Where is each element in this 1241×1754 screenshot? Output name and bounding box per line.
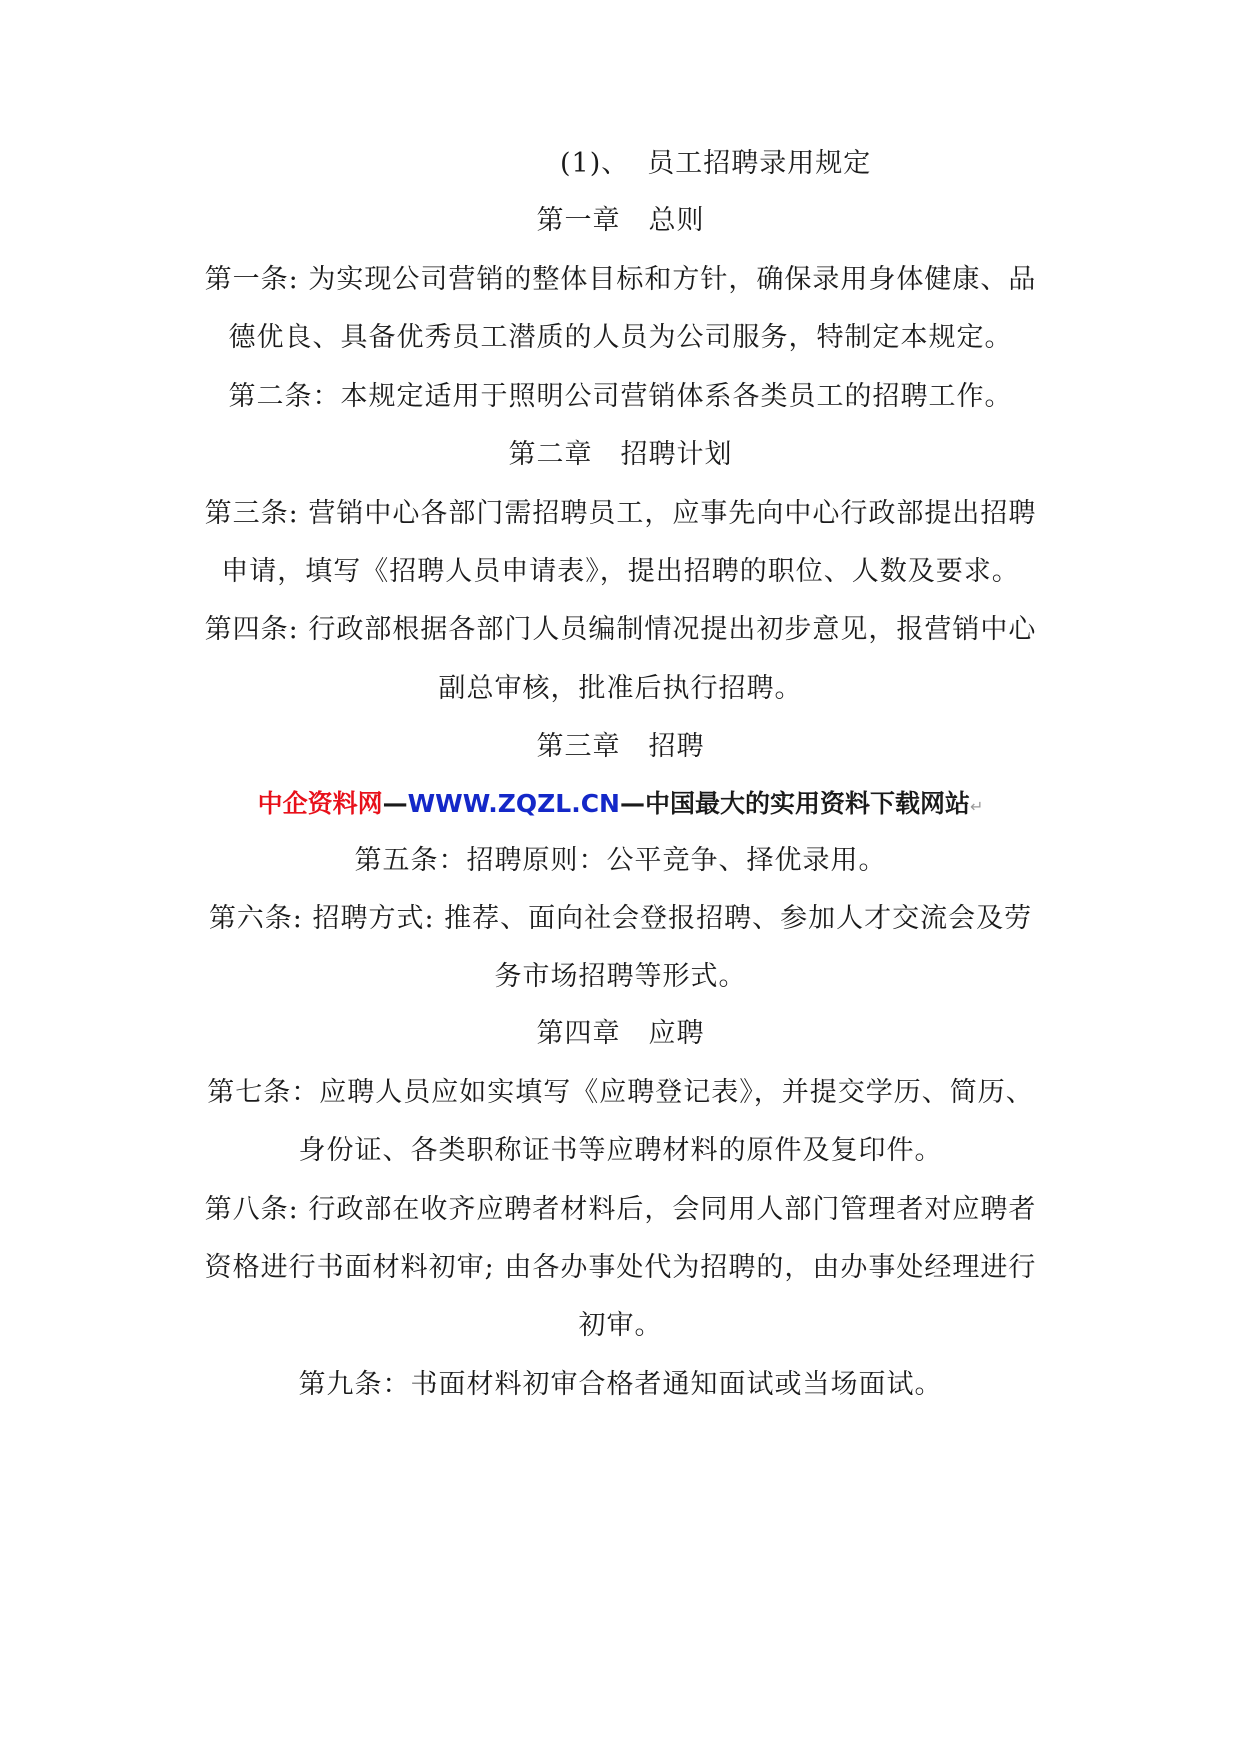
chapter-number: 第一章 (536, 205, 621, 236)
article-1-line-2: 德优良、具备优秀员工潜质的人员为公司服务，特制定本规定。 (228, 322, 1013, 353)
paragraph-mark-icon: ↵ (970, 797, 984, 816)
chapter-number: 第四章 (536, 1018, 621, 1049)
chapter-heading-2 (150, 435, 1091, 475)
article-8-line-2: 资格进行书面材料初审; 由各办事处代为招聘的，由办事处经理进行 (204, 1252, 1037, 1283)
banner-dash: — (619, 789, 645, 818)
article-4-line-1: 第四条: 行政部根据各部门人员编制情况提出初步意见，报营销中心 (204, 614, 1037, 645)
chapter-number: 第三章 (536, 731, 621, 762)
chapter-heading-4 (150, 1014, 1091, 1054)
article-7-line-1: 第七条：应聘人员应如实填写《应聘登记表》，并提交学历、简历、 (207, 1077, 1034, 1108)
banner-site-name: 中企资料网 (257, 789, 383, 818)
chapter-title: 招聘计划 (620, 439, 733, 470)
site-banner (150, 784, 1091, 827)
article-1-line-1: 第一条: 为实现公司营销的整体目标和方针，确保录用身体健康、品 (204, 264, 1037, 295)
chapter-number: 第二章 (508, 439, 593, 470)
article-8-line-1: 第八条: 行政部在收齐应聘者材料后，会同用人部门管理者对应聘者 (204, 1194, 1037, 1225)
document-title (560, 144, 871, 184)
article-5: 第五条：招聘原则：公平竞争、择优录用。 (354, 845, 887, 876)
chapter-title: 总则 (648, 205, 705, 236)
article-4-line-2: 副总审核，批准后执行招聘。 (438, 673, 803, 704)
article-3-line-2: 申请，填写《招聘人员申请表》，提出招聘的职位、人数及要求。 (221, 556, 1020, 587)
article-8-line-3: 初审。 (578, 1310, 663, 1341)
title-number: (1)、 (560, 148, 630, 179)
chapter-heading-3 (150, 727, 1091, 767)
article-2: 第二条：本规定适用于照明公司营销体系各类员工的招聘工作。 (228, 381, 1013, 412)
chapter-title: 应聘 (648, 1018, 705, 1049)
chapter-heading-1 (150, 201, 1091, 241)
article-6-line-1: 第六条: 招聘方式: 推荐、面向社会登报招聘、参加人才交流会及劳 (208, 903, 1033, 934)
title-text: 员工招聘录用规定 (647, 148, 872, 179)
banner-slogan: 中国最大的实用资料下载网站 (644, 789, 970, 818)
chapter-title: 招聘 (648, 731, 705, 762)
article-7-line-2: 身份证、各类职称证书等应聘材料的原件及复印件。 (298, 1135, 943, 1166)
article-3-line-1: 第三条: 营销中心各部门需招聘员工，应事先向中心行政部提出招聘 (204, 498, 1037, 529)
article-6-line-2: 务市场招聘等形式。 (494, 961, 747, 992)
banner-dash: — (382, 789, 408, 818)
banner-url-link[interactable]: WWW.ZQZL.CN (407, 789, 620, 818)
article-9: 第九条：书面材料初审合格者通知面试或当场面试。 (298, 1369, 943, 1400)
